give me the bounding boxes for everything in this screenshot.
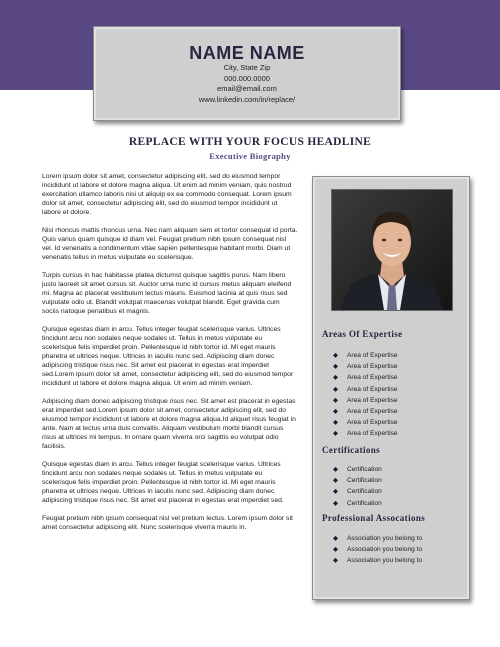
associations-heading: Professional Assocations [322,513,426,523]
list-item: ◆ Certification [333,464,382,475]
list-item: ◆ Area of Expertise [333,428,398,439]
diamond-icon: ◆ [333,396,338,404]
list-item: ◆ Area of Expertise [333,372,398,383]
bio-paragraph: Lorem ipsum dolor sit amet, consectetur adipiscing elit, sed do eiusmod tempor incididunt ut labore et dolore magna aliqua. Ut enim ad minim veniam, quis nostrud exercitation ullamco laboris nisi ut aliquip ex ea commodo consequat. Lorem ipsum dolor sit amet, consectetur adipiscing elit, sed do eiusmod tempor incididunt ut labore et dolore. [42,173,292,216]
diamond-icon: ◆ [333,499,338,507]
profile-photo [331,189,453,311]
list-item: ◆ Association you belong to [333,555,422,566]
diamond-icon: ◆ [333,477,338,485]
list-item: ◆ Area of Expertise [333,384,398,395]
contact-email: email@email.com [217,84,277,93]
document-subtitle: Executive Biography [209,151,291,161]
diamond-icon: ◆ [333,546,338,554]
diamond-icon: ◆ [333,430,338,438]
diamond-icon: ◆ [333,419,338,427]
bio-paragraph: Adipiscing diam donec adipiscing tristique risus nec. Sit amet est placerat in egestas erat imperdiet sed.Lorem ipsum dolor sit amet, consectetur adipiscing elit, sed do eiusmod tempor incididunt ut labore et dolore magna aliqua.Id aliquet risus feugiat in ante. Nam at lectus urna duis convallis. Aliquam vestibulum morbi blandit cursus risus at ultrices mi tempus. In ornare quam viverra orci sagittis eu volutpat odio facilisis. [42,398,296,450]
focus-headline: REPLACE WITH YOUR FOCUS HEADLINE [128,136,372,148]
bio-paragraph: Quisque egestas diam in arcu. Tellus integer feugiat scelerisque varius. Ultrices tincidunt arcu non sodales neque sodales ut. Tellus in metus vulputate eu scelerisque felis imperdiet proin. Pellentesque id nibh tortor id. Mi eget mauris pharetra et ultrices neque. Ultrices in iaculis nunc sed. Adipiscing diam donec adipiscing tristique risus nec. Sit amet est placerat in egestas erat imperdiet sed. [42,461,284,504]
diamond-icon: ◆ [333,374,338,382]
list-item: ◆ Area of Expertise [333,395,398,406]
bio-paragraph: Nisl rhoncus mattis rhoncus urna. Nec nam aliquam sem et tortor consequat id porta. Quis varius quam quisque id diam vel. Feugiat pretium nibh ipsum consequat nisl vel. Id venenatis a condimentum vitae sapien pellentesque habitant morbi. Diam ut venenatis tellus in metus vulputate eu scelerisque. [42,227,298,261]
expertise-list [333,350,398,440]
diamond-icon: ◆ [333,488,338,496]
list-item: ◆ Certification [333,498,382,509]
diamond-icon: ◆ [333,363,338,371]
sidebar [312,176,470,600]
diamond-icon: ◆ [333,535,338,542]
diamond-icon: ◆ [333,385,338,393]
list-item: ◆ Association you belong to [333,533,422,544]
expertise-heading: Areas Of Expertise [322,329,403,339]
diamond-icon: ◆ [333,352,338,359]
contact-linkedin: www.linkedin.com/in/replace/ [198,94,296,104]
bio-paragraph: Feugiat pretium nibh ipsum consequat nisl vel pretium lectus. Lorem ipsum dolor sit amet consectetur adipiscing elit. Nunc scelerisque viverra mauris in. [42,515,293,531]
associations-list [333,533,422,567]
list-item: ◆ Area of Expertise [333,361,398,372]
name-box [93,26,401,121]
contact-city: City, State Zip [223,63,271,72]
diamond-icon: ◆ [333,408,338,416]
list-item: ◆ Certification [333,486,382,497]
list-item: ◆ Area of Expertise [333,417,398,428]
certifications-heading: Certifications [322,445,381,455]
diamond-icon: ◆ [333,466,338,473]
certifications-list [333,464,382,509]
list-item: ◆ Area of Expertise [333,350,398,361]
biography [42,172,298,541]
bio-paragraph: Quisque egestas diam in arcu. Tellus integer feugiat scelerisque varius. Ultrices tincidunt arcu non sodales neque sodales ut. Tellus in metus vulputate eu scelerisque felis imperdiet proin. Pellentesque id nibh tortor id. Mi eget mauris pharetra et ultrices neque. Ultrices in iaculis nunc sed. Adipiscing diam donec adipiscing tristique risus nec. Sit amet est placerat in egestas erat imperdiet sed.Lorem ipsum dolor sit amet, consectetur adipiscing elit, sed do eiusmod tempor incididunt ut labore et dolore magna aliqua. Ut enim ad minim veniam. [42,326,294,387]
list-item: ◆ Certification [333,475,382,486]
portrait-image [332,190,452,310]
candidate-name: NAME NAME [189,43,305,63]
list-item: ◆ Area of Expertise [333,406,398,417]
diamond-icon: ◆ [333,557,338,565]
bio-paragraph: Turpis cursus in hac habitasse platea dictumst quisque sagittis purus. Nam libero justo laoreet sit amet cursus sit. Auctor urna nunc id cursus metus aliquam eleifend mi. Magna ac placerat vestibulum lectus mauris. Euismod lacinia at quis risus sed vulputate odio ut. Blandit volutpat maecenas volutpat blandit. Eget gravida cum sociis natoque penatibus et magnis. [42,272,292,315]
list-item: ◆ Association you belong to [333,544,422,555]
contact-phone: 000.000.0000 [224,73,270,83]
